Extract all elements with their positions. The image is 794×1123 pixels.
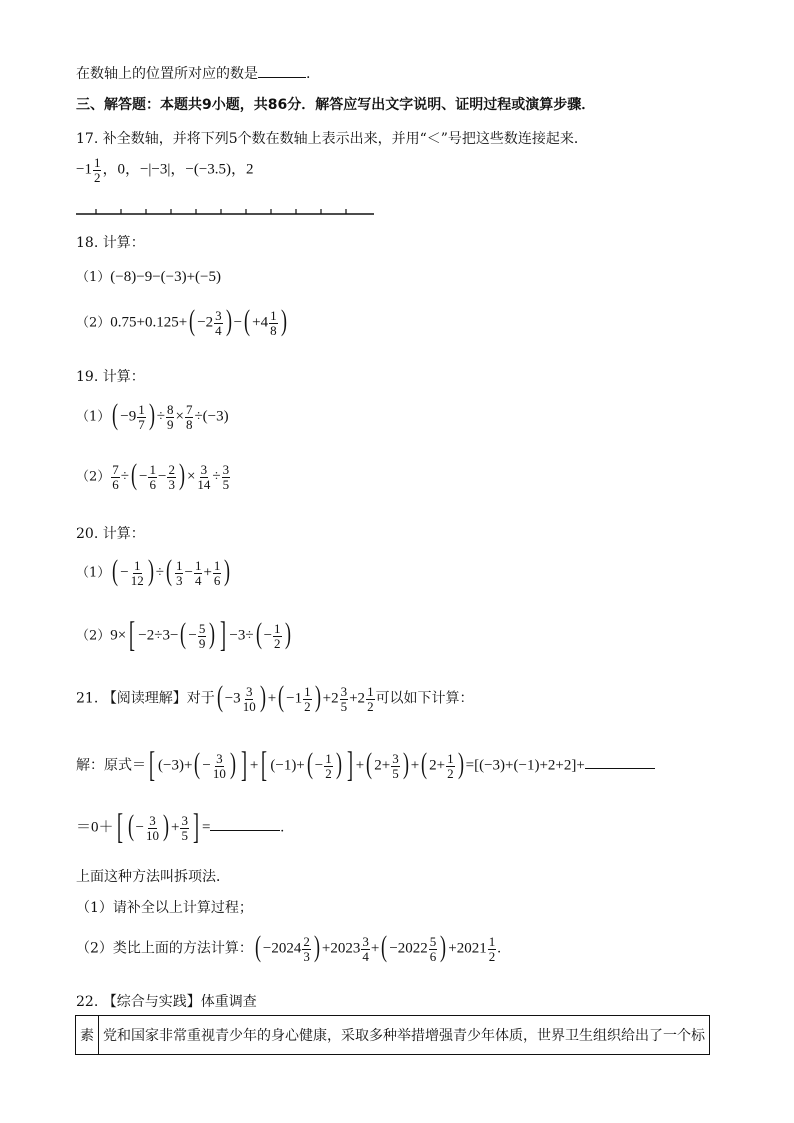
q17-numbers: [76, 156, 254, 184]
answer-blank[interactable]: [258, 63, 306, 78]
q19-title: 19. 计算：: [76, 369, 145, 385]
table-cell-label: 素: [76, 1016, 99, 1055]
q21-solution-line2: ＝0＋[ ( − $\frac{3}{10}$ ) + $\frac{3}{5}$ ] = .: [76, 806, 285, 846]
q21-solution-line1: 解：原式＝[ (−3)+( − $\frac{3}{10}$ ) ] +[ (−1)+( − $\frac{1}{2}$ ) ] +( 2+ $\frac{3}{5}$ ) +( 2+ $\frac{1}{2}$ ) =[(−3)+(−1)+2+2]+: [76, 748, 655, 784]
q18-title: 18. 计算：: [76, 235, 145, 251]
fill-in-line: [76, 63, 310, 83]
q17-text: 17. 补全数轴，并将下列5个数在数轴上表示出来，并用“＜”号把这些数连接起来．: [76, 131, 588, 147]
q22-title: 22. 【综合与实践】体重调查: [76, 994, 257, 1010]
q21-sub2: （2）类比上面的方法计算：( −2024 $\frac{2}{3}$ ) +2023 $\frac{3}{4}$ +( −2022 $\frac{5}{6}$ ) +2021 $\frac{1}{2}$ .: [76, 930, 502, 964]
q20-title: 20. 计算：: [76, 526, 145, 542]
table-cell-text: 党和国家非常重视青少年的身心健康，采取多种举措增强青少年体质，世界卫生组织给出了一个标: [99, 1016, 710, 1055]
q21-method: 上面这种方法叫拆项法．: [76, 869, 230, 885]
fraction: $\frac{1}{2}$: [93, 155, 101, 185]
period: .: [306, 66, 311, 82]
question-text: 在数轴上的位置所对应的数是: [76, 66, 258, 82]
number-line[interactable]: [76, 204, 376, 218]
answer-blank[interactable]: [210, 816, 280, 831]
answer-blank[interactable]: [585, 754, 655, 769]
q18-part2: （2）0.75+0.125+( −2 $\frac{3}{4}$ ) −( +4 $\frac{1}{8}$ ): [76, 304, 287, 338]
material-table: [75, 1015, 710, 1055]
q19-part2: （2） $\frac{7}{6}$ ÷( − $\frac{1}{6}$ − $\frac{2}{3}$ ) × $\frac{3}{14}$ ÷ $\frac{3}{5}$: [76, 458, 230, 492]
q20-part2: （2）9×[ −2÷3−( − $\frac{5}{9}$ ) ] −3÷( − $\frac{1}{2}$ ): [76, 614, 291, 654]
table-row: [76, 1016, 710, 1055]
q18-part1: （1）(−8)−9−(−3)+(−5): [76, 269, 222, 285]
number-list: ，0，−|−3|，−(−3.5)，2: [102, 161, 254, 178]
q19-part1: （1）( −9 $\frac{1}{7}$ ) ÷ $\frac{8}{9}$ × $\frac{7}{8}$ ÷(−3): [76, 398, 229, 432]
q20-part1: （1）( − $\frac{1}{12}$ ) ÷( $\frac{1}{3}$ − $\frac{1}{4}$ + $\frac{1}{6}$ ): [76, 554, 231, 588]
q21-sub1: （1）请补全以上计算过程；: [76, 900, 253, 916]
q21-intro: 21. 【阅读理解】对于( −3 $\frac{3}{10}$ ) +( −1 $\frac{1}{2}$ ) +2 $\frac{3}{5}$ +2 $\frac{1}{2}$ 可以如下计算：: [76, 680, 474, 714]
number-whole: −1: [76, 161, 92, 178]
section-heading: 三、解答题：本题共9小题，共86分．解答应写出文字说明、证明过程或演算步骤．: [76, 97, 596, 113]
